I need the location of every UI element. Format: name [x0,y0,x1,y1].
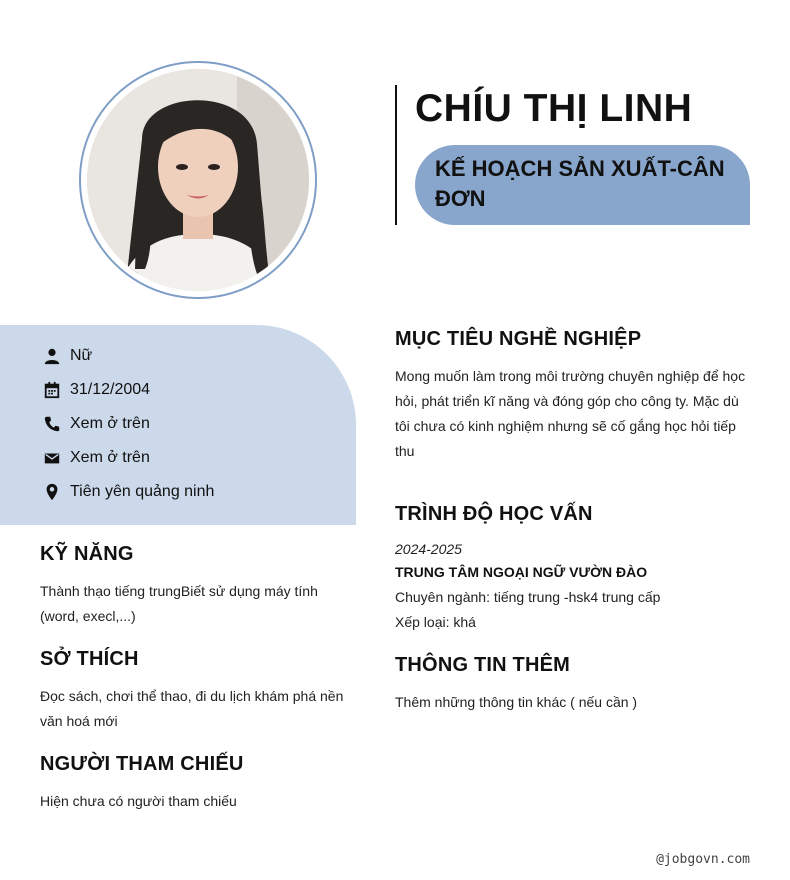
education-major: Chuyên ngành: tiếng trung -hsk4 trung cấp [395,589,661,605]
info-gender [42,344,92,368]
skills-heading: KỸ NĂNG [40,543,134,565]
location-pin-icon [42,482,62,502]
calendar-icon [42,380,62,400]
info-phone [42,412,150,436]
phone-value: Xem ở trên [70,415,150,432]
job-title: KẾ HOẠCH SẢN XUẤT-CÂN ĐƠN [435,156,725,211]
education-grade: Xếp loại: khá [395,614,476,630]
references-text: Hiện chưa có người tham chiếu [40,793,237,809]
education-year: 2024-2025 [395,541,462,557]
info-address [42,480,214,504]
education-school: TRUNG TÂM NGOẠI NGỮ VƯỜN ĐÀO [395,564,648,580]
info-email [42,446,150,470]
phone-icon [42,414,62,434]
additional-text: Thêm những thông tin khác ( nếu cần ) [395,694,638,710]
gender-value: Nữ [70,347,93,364]
watermark: @jobgovn.com [656,852,750,867]
info-birthday [42,378,150,402]
hobbies-heading: SỞ THÍCH [40,648,139,670]
hobbies-text: Đọc sách, chơi thể thao, đi du lịch khám phá nền văn hoá mới [40,688,344,729]
candidate-name: CHÍU THỊ LINH [415,87,693,130]
birthday-value: 31/12/2004 [70,381,151,398]
references-heading: NGƯỜI THAM CHIẾU [40,753,244,775]
profile-photo [87,69,309,291]
additional-heading: THÔNG TIN THÊM [395,654,571,676]
portrait-illustration [87,69,309,291]
email-value: Xem ở trên [70,449,150,466]
name-divider [395,85,397,225]
education-heading: TRÌNH ĐỘ HỌC VẤN [395,503,593,525]
mail-icon [42,448,62,468]
skills-text: Thành thạo tiếng trungBiết sử dụng máy tính (word, execl,...) [40,583,318,624]
objective-text: Mong muốn làm trong môi trường chuyên nghiệp để học hỏi, phát triển kĩ năng và đóng góp cho công ty. Mặc dù tôi chưa có kinh nghiệm nhưng sẽ cố gắng học hỏi tiếp thu [395,368,746,459]
role-banner [415,145,750,225]
person-icon [42,346,62,366]
objective-heading: MỤC TIÊU NGHỀ NGHIỆP [395,328,642,350]
address-value: Tiên yên quảng ninh [70,483,215,500]
